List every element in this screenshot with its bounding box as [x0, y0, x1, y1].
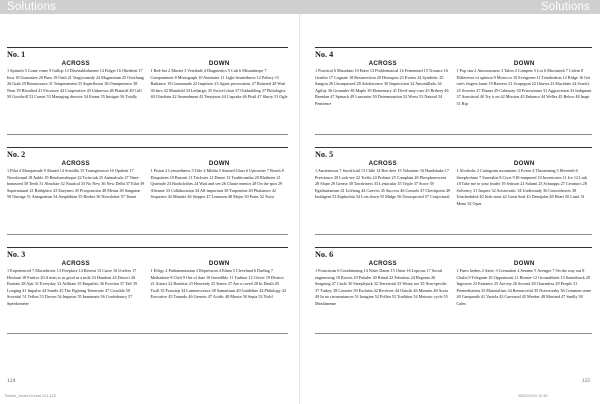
page-header-title: Solutions — [540, 1, 590, 13]
across-column — [7, 160, 145, 201]
down-heading: DOWN — [208, 160, 230, 167]
right-page — [300, 0, 600, 404]
across-column — [315, 60, 451, 107]
across-column — [315, 260, 451, 307]
across-column — [315, 160, 451, 207]
down-column — [457, 60, 593, 107]
puzzle-solution-2 — [7, 147, 288, 235]
puzzle-title: No. 2 — [7, 150, 26, 159]
down-answers: 1 Fines herbes 2 Aztec 3 Cremation 4 Sesame 5 Avenger 7 On the way out 8 Chalia 9 Telegram 10 Opportunist 11 Bronze 12 Groundsheet 13 Soundtrack 20 Ingrower 23 Entrance 25 Are my 26 Second 28 Charmless 29 People 31 Premeditation 33 Materialism 34 Resourceful 35 Noteworthy 36 Common sense 40 Campanile 41 Variola 43 Carrousel 45 Meeker 48 Mustard 47 Smilly 50 Calm — [456, 268, 592, 306]
print-slug-filename: Timesk_Junke19.indd 124-125 — [4, 394, 56, 398]
down-heading: DOWN — [208, 60, 230, 67]
puzzle-title: No. 5 — [315, 150, 334, 159]
down-heading: DOWN — [513, 260, 535, 267]
across-heading: ACROSS — [368, 160, 397, 167]
page-header-title: Solutions — [7, 1, 57, 13]
down-answers: 1 Piston 2 Leisureliness 3 Title 4 Militia 5 Stained Glass 6 Uptowner 7 Reach 8 Disquieten 10 Bassnit 11 Trickster 12 Dense 13 Traditionalist 20 Blatherer 21 Quietude 23 Bookclothes 24 Wait and see 26 Chaste mentor 28 On the spot 29 Alienate 33 Collaboration 34 All-important 38 Turpentine 40 Phalanxes 42 Sequence 44 Mistake 46 Stepper 47 Lemmon 48 Major 50 Pains 52 Twist — [150, 168, 284, 199]
across-heading: ACROSS — [61, 260, 90, 267]
page-number: 125 — [581, 378, 590, 384]
down-answers: 1 Alcoholic 2 Cairngorm mountains 3 Evens 4 Threatening 5 Eleventh 6 Steeplechase 7 Surrealist 8 Civic 9 Ill-tempered 10 Inventories 11 Ice 12 Lurk 18 Take me to your leader 19 Jettison 21 Salami 23 Schnapps 27 Ceramics 28 Solvency 31 Inspect 32 Aristocratic 34 Understudy 36 Coincidences 38 Unscheduled 40 Irish stout 42 Great Seal 43 Demijohn 48 Heart 50 Limit 51 Menu 52 Opus — [456, 168, 588, 206]
down-column — [457, 160, 593, 207]
puzzle-title: No. 1 — [7, 50, 26, 59]
across-heading: ACROSS — [368, 260, 397, 267]
puzzle-solution-1 — [7, 47, 288, 135]
puzzle-solution-4 — [315, 47, 592, 135]
puzzle-solution-3 — [7, 247, 288, 334]
down-column — [151, 60, 289, 101]
across-column — [7, 260, 145, 307]
across-answers: 1 Spinach 5 Come come 9 Gallop 13 Disestablishment 14 Fidget 16 Obedient 17 Inca 18 Guarantee 20 Puns 19 Oath 21 Tragicomedy 24 Magnesium 25 Overhang 26 Grab 29 Renaissance 31 Temperament 33 Superfluous 36 Omnipotence 38 Nom 39 Bloodied 41 Fricassee 44 Cooperative 45 Unknown 48 Plaintiff 49 Call 50 Goodwill 52 Comet 53 Managing director 54 Errant 55 Intrigue 56 Totally — [7, 68, 144, 99]
down-answers: 1 Effigy 2 Parliamentarian 3 Repression 4 Edam 5 Cleveland 6 Darling 7 Methadone 8 Cleft 9 Out of date 10 Incredible 11 Turbine 12 Clever 19 District 21 Attract 22 Roulette 23 Heavenly 25 Starve 27 Are u cored 28 In Death 29 Twill 33 Footstep 34 Luminescence 38 Samaritans 40 Guideline 42 Philology 43 Executive 45 Tornado 46 Genesis 47 Acidic 48 Mouse 50 Sepia 52 Yield — [150, 268, 286, 299]
puzzle-title: No. 4 — [315, 50, 334, 59]
puzzle-solution-5 — [315, 147, 592, 235]
page-number: 124 — [7, 378, 16, 384]
across-answers: 1 Pilot 4 Masquerade 9 Abated 14 Scintilla 15 Transgression 16 Opulent 17 Newsbound 18 Ankle 19 Reinbursebsque 22 Twin-tub 25 Animalcule 27 Time-honoured 30 Teeth 31 Absolute 32 Nautical 35 No New 36 New Delhi 37 Eilat 39 Supernatural 41 Birthplace 43 Enzymes 45 Prosposition 48 Means 49 Sanguine 50 Outrage 51 Antagonism 54 Amphibian 55 Reeber 56 Newsletter 57 Tenon — [7, 168, 145, 199]
down-column — [151, 160, 289, 201]
print-slug-timestamp: 05/02/2019 10:30 — [518, 394, 548, 398]
across-heading: ACROSS — [61, 60, 90, 67]
puzzle-title: No. 6 — [315, 250, 334, 259]
down-answers: 1 Red-hot 2 Muster 3 Vestibule 4 Diagnostics 5 Cub 6 Misanthrope 7 Compartment 8 Monograph 10 Animator 11 Light-heartedness 12 Poltery 15 Radiance 19 Commando 22 Imprison 23 Agent provocateur 27 Battered 28 Wait 30 Inro 32 Manifold 34 Lethargic 35 Swivel chair 37 Outbuilding 37 Philologist 40 Chieftain 42 Amendment 43 Tennyson 44 Cupcake 46 Pistil 47 Slurry 51 Ogle — [150, 68, 288, 99]
down-heading: DOWN — [513, 60, 535, 67]
down-column — [457, 260, 593, 307]
down-column — [151, 260, 289, 307]
across-answers: 1 Franciscan 6 Conditioning 14 Notre Dame 15 Orion 16 Leprous 17 Social engineering 18 Roosts 19 Pokaler 20 Ritual 22 Fabulous 24 Begonia 26 Seagoing 27 Circle 30 Steeplejack 32 Terrestrial 33 Weary toe 35 Non-specific 37 Turkey 38 Cassette 39 Exclaim 42 Receiver 44 Oatwik 46 Minutes 48 Aorta 49 In no circumstances 51 Imagine 52 Pollen 53 Tradition 54 Metonic cycle 55 Mealtimeme — [315, 268, 448, 306]
across-heading: ACROSS — [61, 160, 90, 167]
puzzle-title: No. 3 — [7, 250, 26, 259]
puzzle-solution-6 — [315, 247, 592, 334]
down-heading: DOWN — [513, 160, 535, 167]
across-answers: 1 Experienced 7 Macrobiotic 13 Fireplace 14 Retreat 15 Curse 16 Useless 17 Hesitant 18 Furtive 20 A miss is as good as a mile 23 Handout 24 Dissect 26 Emirate 28 Ajar 31 Everyday 32 Affiliate 35 Empathic 36 Eviction 37 Tall 39 Longing 41 Impulse 44 Startle 45 The Fighting Temeraire 47 Crucible 50 Scornful 51 Teflon 53 Drown 54 Impasse 55 Inanimate 56 Confederacy 57 Speedometer — [7, 268, 137, 306]
down-answers: 1 Pop star 2 Amorousness 3 Talon 4 Compete 5 Lot 6 Macintosh 7 Calvin 8 Difference of opinion 9 Morocco 10 Evergreen 11 Tetrahedron 12 Ridge 16 Get one's fingers burnt 19 Reserve 21 Scapegoat 22 Ottawa 23 Elucidate 24 Scarify 25 Sweeter 27 Dinner 29 Calmway 30 Prizewinner 31 Aggravation 33 Indignant 37 Anecdotal 40 Try it on 42 Mission 43 Enhance 44 Weller 45 Below 48 Inapt 51 Rip — [456, 68, 592, 106]
across-answers: 1 Practical 6 Macadam 10 Enter 13 Problematical 14 Fermented 15 Trounce 16 Genfire 17 Cognate 18 Resurrection 20 Hereupon 23 Events 24 Synthetic 25 Sangria 26 Unsurpassed 28 Adolescence 30 Imprecision 32 Amontillado 34 Agility 36 Grounder 38 Maple 39 Elementary 41 Devil-may-care 45 Bribery 46 Brendan 47 Spinach 49 Lancaster 50 Determination 52 Worst 53 Natural 54 Penitence — [315, 68, 449, 106]
across-heading: ACROSS — [368, 60, 397, 67]
down-heading: DOWN — [208, 260, 230, 267]
across-column — [7, 60, 145, 101]
across-answers: 1 Anciermous 7 Sacrificial 13 Chile 14 Roe deer 15 Volunteer 16 Handshake 17 Prescience 20 Look-see 22 Treffu 24 Probate 25 Complain 26 Phosphorescent 28 Slope 29 Grease 30 Tawdriness 33 Lenticular 35 Triple 37 Score 39 Egalitarianism 41 Lifelong 44 Convict 45 Success 46 Console 47 Checkpoint 49 Indulgent 53 Euphorbia 54 Lots down 55 Midge 56 Unsuspected 57 Conjectural — [315, 168, 451, 199]
